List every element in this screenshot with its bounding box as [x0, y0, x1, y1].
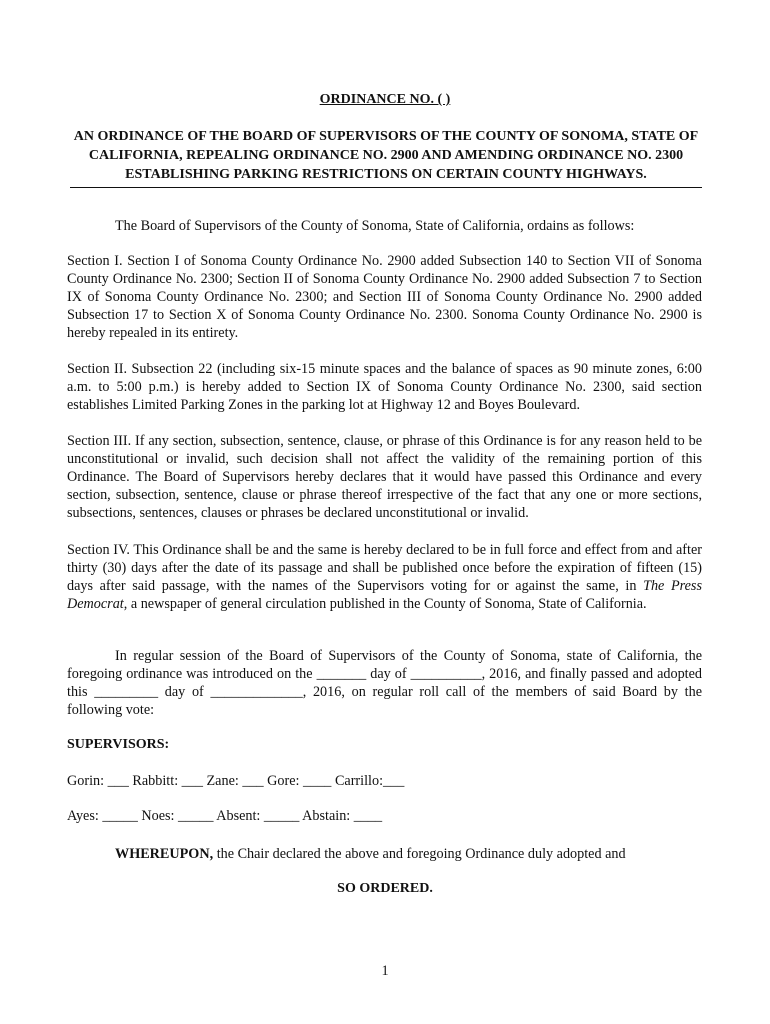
- ordinance-number: ORDINANCE NO. ( ): [319, 92, 451, 107]
- section-four: [67, 541, 702, 613]
- ordinance-title: AN ORDINANCE OF THE BOARD OF SUPERVISORS OF THE COUNTY OF SONOMA, STATE OF CALIFORNIA, REPEALING ORDINANCE NO. 2900 AND AMENDING ORDINANCE NO. 2300 ESTABLISHING PARKING RESTRICTIONS ON CERTAIN COUNTY HIGHWAYS.: [70, 127, 702, 188]
- whereupon-text: the Chair declared the above and foregoing Ordinance duly adopted and: [213, 846, 626, 862]
- newspaper-name: The Press Democrat: [67, 578, 702, 612]
- section-two: Section II. Subsection 22 (including six-15 minute spaces and the balance of spaces as 90 minute zones, 6:00 a.m. to 5:00 p.m.) is hereby added to Section IX of Sonoma County Ordinance No. 2300, said section establishes Limited Parking Zones in the parking lot at Highway 12 and Boyes Boulevard.: [67, 361, 702, 413]
- section-four-text-end: , a newspaper of general circulation published in the County of Sonoma, State of California.: [123, 596, 647, 612]
- whereupon-label: WHEREUPON,: [115, 846, 214, 862]
- section-three: Section III. If any section, subsection, sentence, clause, or phrase of this Ordinance is for any reason held to be unconstitutional or invalid, such decision shall not affect the validity of the remaining portion of this Ordinance. The Board of Supervisors hereby declares that it would have passed this Ordinance and every section, subsection, sentence, clause or phrase thereof irrespective of the fact that any one or more sections, subsections, sentences, clauses or phrases be declared unconstitutional or invalid.: [67, 433, 702, 521]
- session-paragraph: In regular session of the Board of Supervisors of the County of Sonoma, state of California, the foregoing ordinance was introduced on the _______ day of __________, 2016, and finally passed and adopted this _________ day of _____________, 2016, on regular roll call of the members of said Board by the following vote:: [67, 648, 702, 718]
- supervisors-heading: SUPERVISORS:: [67, 737, 170, 752]
- page-number: 1: [381, 963, 389, 979]
- supervisors-vote-line: Gorin: ___ Rabbitt: ___ Zane: ___ Gore: ____ Carrillo:___: [67, 773, 405, 789]
- so-ordered: SO ORDERED.: [337, 881, 433, 896]
- section-four-text: Section IV. This Ordinance shall be and the same is hereby declared to be in full force and effect from and after thirty (30) days after the date of its passage and shall be published once before the expiration of fifteen (15) days after said passage, with the names of the Supervisors voting for or against the same, in: [67, 542, 702, 594]
- whereupon-statement: [115, 846, 626, 863]
- intro-paragraph: The Board of Supervisors of the County of Sonoma, State of California, ordains as follows:: [115, 218, 635, 234]
- vote-tally-line: Ayes: _____ Noes: _____ Absent: _____ Abstain: ____: [67, 808, 383, 824]
- section-one: Section I. Section I of Sonoma County Ordinance No. 2900 added Subsection 140 to Section VII of Sonoma County Ordinance No. 2300; Section II of Sonoma County Ordinance No. 2900 added Subsection 7 to Section IX of Sonoma County Ordinance No. 2300; and Section III of Sonoma County Ordinance No. 2900 added Subsection 17 to Section X of Sonoma County Ordinance No. 2300. Sonoma County Ordinance No. 2900 is hereby repealed in its entirety.: [67, 253, 702, 341]
